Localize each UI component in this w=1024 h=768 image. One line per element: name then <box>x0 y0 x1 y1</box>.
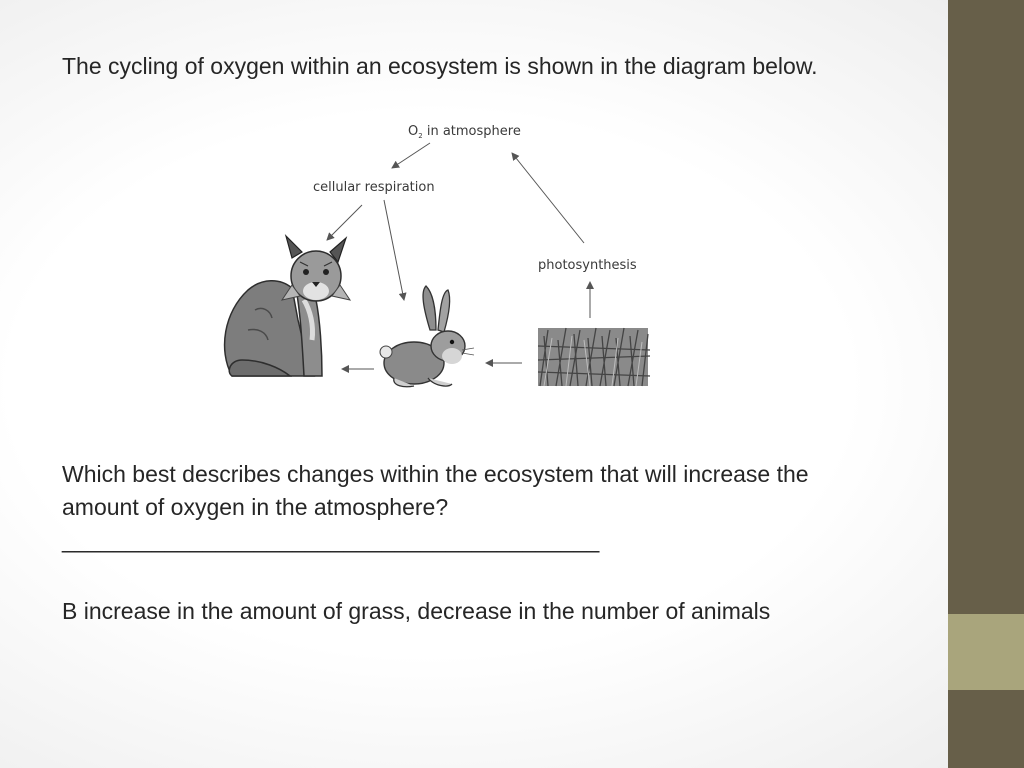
arrow-respiration-to-lynx <box>327 205 362 240</box>
cellular-respiration-label: cellular respiration <box>313 180 435 195</box>
arrow-atmosphere-to-respiration <box>392 143 430 168</box>
o2-atmosphere-label: $O_2$ in atmosphere <box>408 124 521 140</box>
arrow-respiration-to-rabbit <box>384 200 404 300</box>
lynx-icon <box>225 236 350 376</box>
sidebar-accent-block <box>948 614 1024 690</box>
answer-text: B increase in the amount of grass, decrease in the number of animals <box>62 598 771 624</box>
question-text: Which best describes changes within the ecosystem that will increase the amount of oxygen in the atmosphere? <box>62 461 809 520</box>
arrow-photosynthesis-to-atmosphere <box>512 153 584 243</box>
photosynthesis-label: photosynthesis <box>538 258 637 273</box>
intro-text: The cycling of oxygen within an ecosystem is shown in the diagram below. <box>62 53 818 79</box>
grass-icon <box>538 328 650 386</box>
answer-blank-line: __________________________________________ <box>62 527 600 553</box>
rabbit-icon <box>380 286 474 387</box>
